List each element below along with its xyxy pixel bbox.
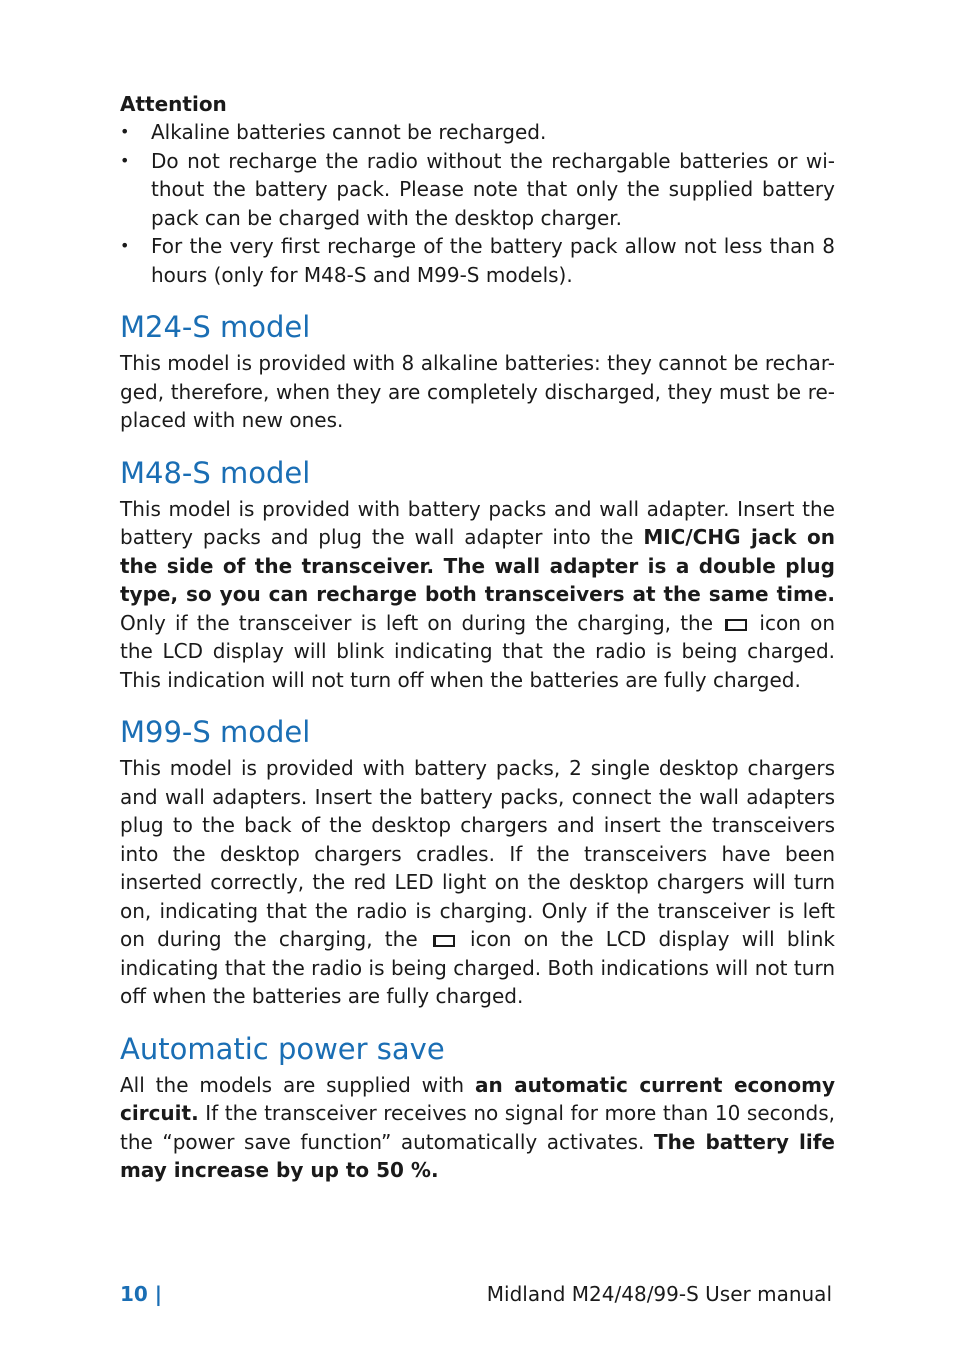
attention-list bbox=[120, 118, 835, 289]
attention-item bbox=[120, 118, 835, 147]
m48-paragraph bbox=[120, 495, 835, 695]
m48-text-2: Only if the transceiver is left on during the charging, the bbox=[120, 610, 723, 635]
page-number: 10 | bbox=[120, 1282, 163, 1306]
m99-paragraph bbox=[120, 754, 835, 1011]
power-save-text-2: If the transceiver receives no signal for more than 10 seconds, the “power save function” automatically activates. bbox=[120, 1101, 835, 1154]
m48-bold-1: MIC/CHG jack on the side of the transceiver. The wall adapter is a double plug type, so you can recharge both transceivers at the same time. bbox=[120, 525, 835, 606]
bullet-icon: • bbox=[120, 150, 130, 170]
power-save-text-1: All the models are supplied with bbox=[120, 1072, 475, 1097]
page-content bbox=[120, 90, 835, 1185]
power-save-heading: Automatic power save bbox=[120, 1031, 445, 1066]
manual-title: Midland M24/48/99-S User manual bbox=[486, 1282, 832, 1306]
bullet-icon: • bbox=[120, 236, 130, 255]
battery-icon bbox=[433, 935, 455, 947]
m99-heading: M99-S model bbox=[120, 715, 311, 749]
m99-text-1: This model is provided with battery packs, 2 single desktop chargers and wall adapters. Insert the battery packs, connect the wall adapters plug to the back of the desktop chargers and insert the transceivers into the desktop chargers cradles. If the transceivers have been inserted correctly, the red LED light on the desktop chargers will turn on, indicating that the radio is charging. Only if the transceiver is left on during the charging, the bbox=[120, 756, 835, 951]
attention-item-text: For the very first recharge of the battery pack allow not less than 8 hours (only for M48-S and M99-S models). bbox=[151, 234, 835, 287]
attention-item bbox=[120, 147, 835, 233]
power-save-bold-2: The battery life may increase by up to 50 %. bbox=[120, 1129, 835, 1182]
attention-item bbox=[120, 232, 835, 289]
bullet-icon: • bbox=[120, 122, 130, 141]
attention-item-text: Alkaline batteries cannot be recharged. bbox=[151, 120, 547, 144]
page-footer bbox=[120, 1282, 832, 1314]
m24-paragraph: This model is provided with 8 alkaline batteries: they cannot be rechar-ged, therefore, when they are completely discharged, they must be re-placed with new ones. bbox=[120, 351, 835, 432]
battery-icon bbox=[725, 619, 747, 631]
attention-title: Attention bbox=[120, 92, 227, 116]
attention-item-text: Do not recharge the radio without the rechargable batteries or wi-thout the battery pack. Please note that only the supplied battery pack can be charged with the desktop charger. bbox=[151, 148, 835, 230]
m48-text-3: icon on the LCD display will blink indicating that the radio is being charged. This indication will not turn off when the batteries are fully charged. bbox=[120, 610, 835, 692]
power-save-paragraph bbox=[120, 1071, 835, 1185]
power-save-bold-1: an automatic current economy circuit. bbox=[120, 1072, 835, 1125]
m99-text-2: icon on the LCD display will blink indicating that the radio is being charged. Both indications will not turn off when the batteries are fully charged. bbox=[120, 927, 835, 1008]
m48-text-1: This model is provided with battery packs and wall adapter. Insert the battery packs and plug the wall adapter into the bbox=[120, 496, 835, 549]
m24-heading: M24-S model bbox=[120, 310, 311, 344]
m48-heading: M48-S model bbox=[120, 455, 311, 490]
